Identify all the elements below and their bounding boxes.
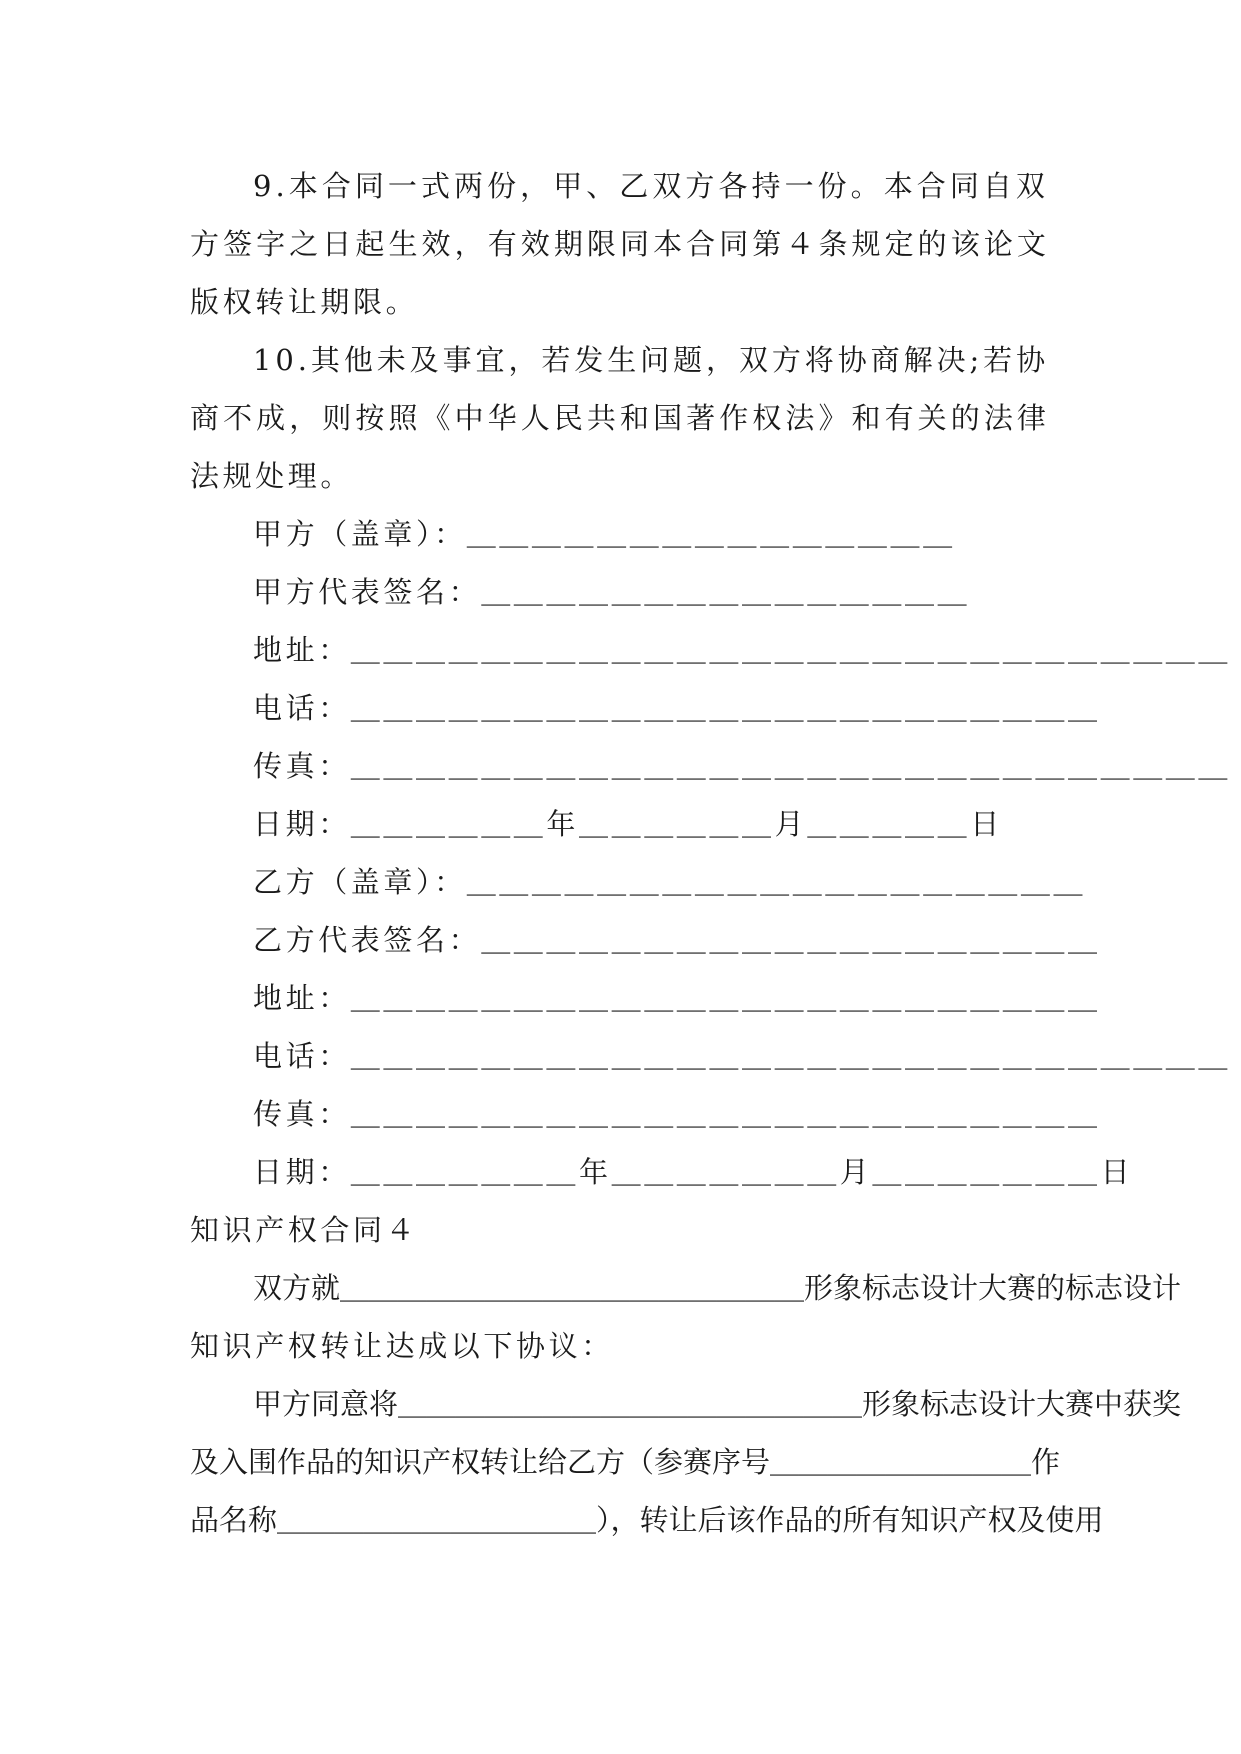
party-b-rep-signature-field: 乙方代表签名：＿＿＿＿＿＿＿＿＿＿＿＿＿＿＿＿＿＿＿ xyxy=(253,923,1101,957)
party-b-fax-field: 传真：＿＿＿＿＿＿＿＿＿＿＿＿＿＿＿＿＿＿＿＿＿＿＿ xyxy=(253,1097,1101,1131)
party-a-phone-field: 电话：＿＿＿＿＿＿＿＿＿＿＿＿＿＿＿＿＿＿＿＿＿＿＿ xyxy=(253,691,1101,725)
party-a-seal-field: 甲方（盖章）：＿＿＿＿＿＿＿＿＿＿＿＿＿＿＿ xyxy=(253,517,956,551)
clause-10-line-2: 商不成，则按照《中华人民共和国著作权法》和有关的法律 xyxy=(190,401,1050,435)
party-b-date-field: 日期：＿＿＿＿＿＿＿年＿＿＿＿＿＿＿月＿＿＿＿＿＿＿日 xyxy=(253,1155,1134,1189)
section-heading: 知识产权合同４ xyxy=(190,1213,419,1247)
party-b-phone-field: 电话：＿＿＿＿＿＿＿＿＿＿＿＿＿＿＿＿＿＿＿＿＿＿＿＿＿＿＿ xyxy=(253,1039,1232,1073)
party-a-date-field: 日期：＿＿＿＿＿＿年＿＿＿＿＿＿月＿＿＿＿＿日 xyxy=(253,807,1003,841)
party-a-fax-field: 传真：＿＿＿＿＿＿＿＿＿＿＿＿＿＿＿＿＿＿＿＿＿＿＿＿＿＿＿ xyxy=(253,749,1232,783)
party-b-seal-field: 乙方（盖章）：＿＿＿＿＿＿＿＿＿＿＿＿＿＿＿＿＿＿＿ xyxy=(253,865,1087,899)
party-b-address-field: 地址：＿＿＿＿＿＿＿＿＿＿＿＿＿＿＿＿＿＿＿＿＿＿＿ xyxy=(253,981,1101,1015)
agreement-line-2: 知识产权转让达成以下协议： xyxy=(190,1329,614,1363)
clause-10-line-1: 10.其他未及事宜，若发生问题，双方将协商解决;若协 xyxy=(253,343,1049,377)
party-a-address-field: 地址：＿＿＿＿＿＿＿＿＿＿＿＿＿＿＿＿＿＿＿＿＿＿＿＿＿＿＿ xyxy=(253,633,1232,667)
clause-9-line-3: 版权转让期限。 xyxy=(190,285,419,319)
transfer-line-1: 甲方同意将＿＿＿＿＿＿＿＿＿＿＿＿＿＿＿＿形象标志设计大赛中获奖 xyxy=(253,1387,1182,1421)
clause-9-line-2: 方签字之日起生效，有效期限同本合同第４条规定的该论文 xyxy=(190,227,1050,261)
transfer-line-2: 及入围作品的知识产权转让给乙方（参赛序号＿＿＿＿＿＿＿＿＿作 xyxy=(190,1445,1061,1479)
transfer-line-3: 品名称＿＿＿＿＿＿＿＿＿＿＿），转让后该作品的所有知识产权及使用 xyxy=(190,1503,1104,1537)
clause-10-line-3: 法规处理。 xyxy=(190,459,354,493)
agreement-line-1: 双方就＿＿＿＿＿＿＿＿＿＿＿＿＿＿＿＿形象标志设计大赛的标志设计 xyxy=(253,1271,1182,1305)
party-a-rep-signature-field: 甲方代表签名：＿＿＿＿＿＿＿＿＿＿＿＿＿＿＿ xyxy=(253,575,971,609)
clause-9-line-1: 9.本合同一式两份，甲、乙双方各持一份。本合同自双 xyxy=(253,169,1049,203)
